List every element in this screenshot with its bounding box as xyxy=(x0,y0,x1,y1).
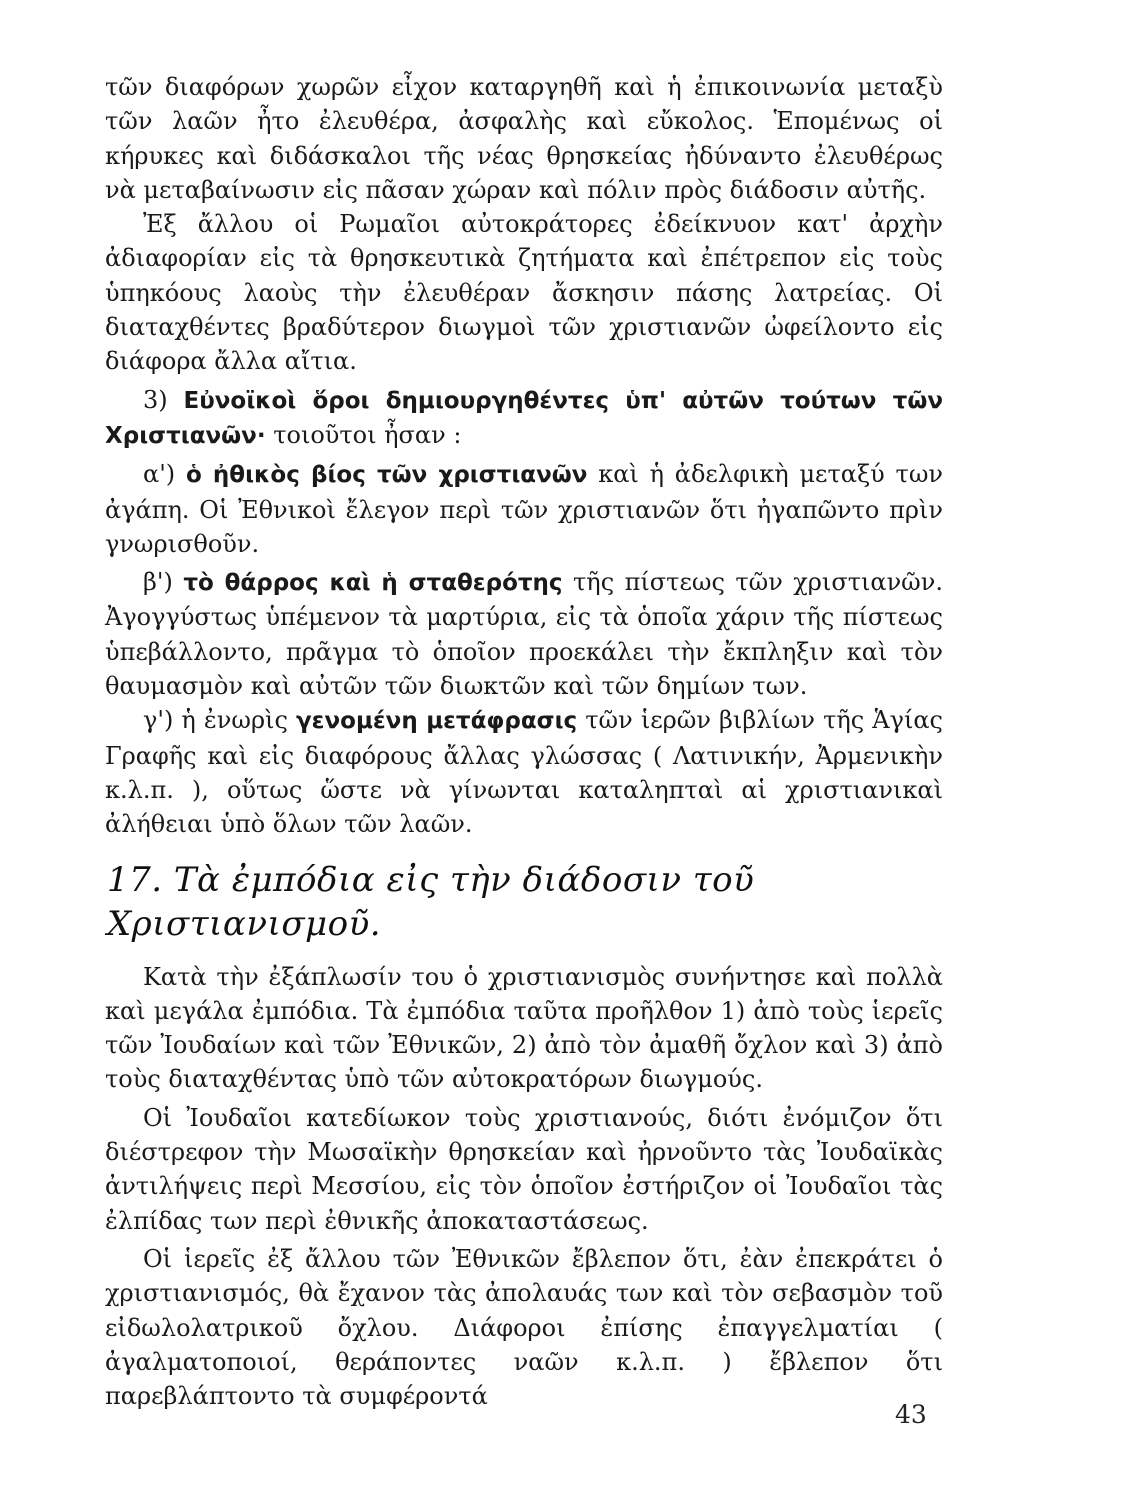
section-heading: 17. Τὰ ἐμπόδια εἰς τὴν διάδοσιν τοῦ Χριστιανισμοῦ. xyxy=(107,859,755,944)
paragraph-3-rest: τοιοῦτοι ἦσαν : xyxy=(273,420,462,449)
item-gamma-label: γ') xyxy=(143,706,174,735)
item-beta-bold: τὸ θάρρος καὶ ἡ σταθερότης xyxy=(183,570,563,597)
item-alpha-label: α') xyxy=(143,460,176,489)
list-number-3: 3) xyxy=(143,385,168,414)
paragraph-6: Οἱ ἱερεῖς ἐξ ἄλλου τῶν Ἐθνικῶν ἔβλεπον ὅτι, ἐὰν ἐπεκράτει ὁ χριστιανισμός, θὰ ἔχανον τὰς ἀπολαυάς των καὶ τὸν σεβασμὸν τοῦ εἰδωλολατρικοῦ ὄχλου. Διάφοροι ἐπίσης ἐπαγγελματίαι ( ἀγαλματοποιοί, θεράποντες ναῶν κ.λ.π. ) ἔβλεπον ὅτι παρεβλάπτοντο τὰ συμφέροντά xyxy=(105,1244,943,1411)
item-alpha xyxy=(105,457,943,561)
paragraph-5: Οἱ Ἰουδαῖοι κατεδίωκον τοὺς χριστιανούς, διότι ἐνόμιζον ὅτι διέστρεφον τὴν Μωσαϊκὴν θρησκείαν καὶ ἠρνοῦντο τὰς Ἰουδαϊκὰς ἀντιλήψεις περὶ Μεσσίου, εἰς τὸν ὁποῖον ἐστήριζον οἱ Ἰουδαῖοι τὰς ἐλπίδας των περὶ ἐθνικῆς ἀποκαταστάσεως. xyxy=(105,1103,943,1235)
item-alpha-text: καὶ ἡ ἀδελφικὴ μεταξύ των ἀγάπη. Οἱ Ἐθνικοὶ ἔλεγον περὶ τῶν χριστιανῶν ὅτι ἠγαπῶντο πρὶν γνωρισθοῦν. xyxy=(105,460,943,558)
item-alpha-bold: ὁ ἠθικὸς βίος τῶν χριστιανῶν xyxy=(185,462,588,489)
page-number: 43 xyxy=(895,1400,927,1429)
item-gamma-pre: ἡ ἐνωρὶς xyxy=(181,706,288,735)
page-body xyxy=(105,70,943,1413)
paragraph-2: Ἐξ ἄλλου οἱ Ρωμαῖοι αὐτοκράτορες ἐδείκνυον κατ' ἀρχὴν ἀδιαφορίαν εἰς τὰ θρησκευτικὰ ζητήματα καὶ ἐπέτρεπον εἰς τοὺς ὑπηκόους λαοὺς τὴν ἐλευθέραν ἄσκησιν πάσης λατρείας. Οἱ διαταχθέντες βραδύτερον διωγμοὶ τῶν χριστιανῶν ὠφείλοντο εἰς διάφορα ἄλλα αἴτια. xyxy=(105,210,943,376)
item-beta-text: τῆς πίστεως τῶν χριστιανῶν. Ἀγογγύστως ὑπέμενον τὰ μαρτύρια, εἰς τὰ ὁποῖα χάριν τῆς πίστεως ὑπεβάλλοντο, πρᾶγμα τὸ ὁποῖον προεκάλει τὴν ἔκπληξιν καὶ τὸν θαυμασμὸν καὶ αὐτῶν τῶν διωκτῶν καὶ τῶν δημίων των. xyxy=(105,568,943,701)
item-gamma-bold: γενομένη μετάφρασις xyxy=(296,708,578,735)
paragraph-3 xyxy=(105,383,943,454)
paragraph-4: Κατὰ τὴν ἐξάπλωσίν του ὁ χριστιανισμὸς συνήντησε καὶ πολλὰ καὶ μεγάλα ἐμπόδια. Τὰ ἐμπόδια ταῦτα προῆλθον 1) ἀπὸ τοὺς ἱερεῖς τῶν Ἰουδαίων καὶ τῶν Ἐθνικῶν, 2) ἀπὸ τὸν ἀμαθῆ ὄχλον καὶ 3) ἀπὸ τοὺς διαταχθέντας ὑπὸ τῶν αὐτοκρατόρων διωγμούς. xyxy=(105,962,943,1094)
item-beta xyxy=(105,565,943,703)
item-gamma-text: τῶν ἱερῶν βιβλίων τῆς Ἁγίας Γραφῆς καὶ εἰς διαφόρους ἄλλας γλώσσας ( Λατινικήν, Ἀρμενικὴν κ.λ.π. ), οὕτως ὥστε νὰ γίνωνται καταληπταὶ αἱ χριστιανικαὶ ἀλήθειαι ὑπὸ ὅλων τῶν λαῶν. xyxy=(105,706,943,839)
item-gamma xyxy=(105,703,943,841)
favorable-conditions-heading: Εὐνοϊκοὶ ὅροι δημιουργηθέντες ὑπ' αὐτῶν τούτων τῶν Χριστιανῶν· xyxy=(105,387,943,449)
item-beta-label: β') xyxy=(143,568,173,597)
paragraph-1: τῶν διαφόρων χωρῶν εἶχον καταργηθῆ καὶ ἡ ἐπικοινωνία μεταξὺ τῶν λαῶν ἦτο ἐλευθέρα, ἀσφαλὴς καὶ εὔκολος. Ἑπομένως οἱ κήρυκες καὶ διδάσκαλοι τῆς νέας θρησκείας ἠδύναντο ἐλευθέρως νὰ μεταβαίνωσιν εἰς πᾶσαν χώραν καὶ πόλιν πρὸς διάδοσιν αὐτῆς. xyxy=(105,73,943,204)
